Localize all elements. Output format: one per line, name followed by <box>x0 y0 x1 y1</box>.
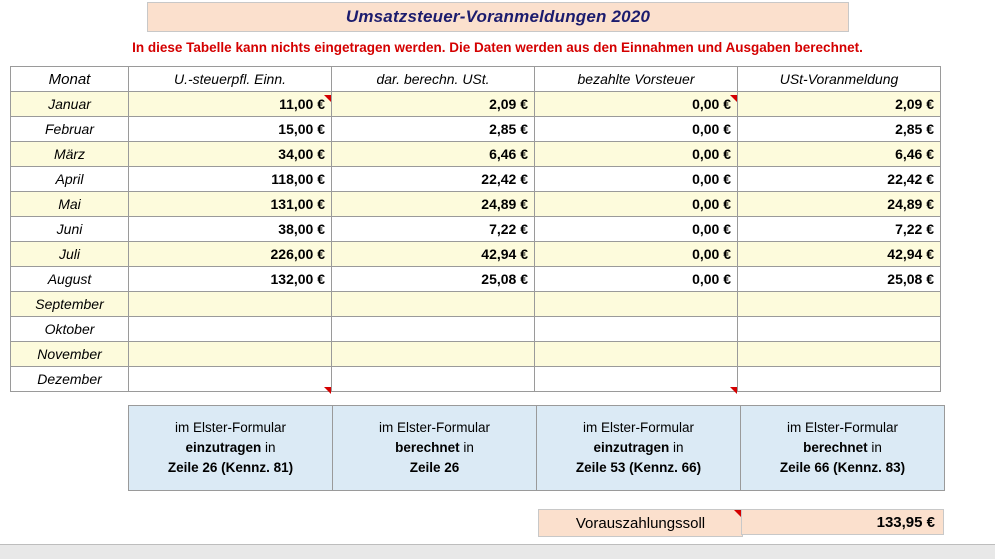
cell-calculated-vat: 7,22 € <box>332 217 535 242</box>
comment-marker-icon <box>730 95 737 102</box>
note-line-2 <box>803 438 882 458</box>
table-row <box>11 217 941 242</box>
table-row <box>11 292 941 317</box>
cell-taxable-income: 118,00 € <box>129 167 332 192</box>
note-line-2 <box>185 438 275 458</box>
note-line-3 <box>168 458 293 478</box>
cell-calculated-vat <box>332 317 535 342</box>
note-line-2 <box>395 438 474 458</box>
note-line-1: im Elster-Formular <box>174 420 286 435</box>
note-line-1: im Elster-Formular <box>378 420 490 435</box>
table-row <box>11 317 941 342</box>
cell-month: Januar <box>11 92 129 117</box>
elster-note-vat-return <box>740 405 945 491</box>
note-line-1: im Elster-Formular <box>786 420 898 435</box>
note-action: einzutragen <box>593 440 670 455</box>
info-note: In diese Tabelle kann nichts eingetragen werden. Die Daten werden aus den Einnahmen und Ausgaben berechnet. <box>132 40 863 55</box>
note-tail: in <box>261 440 276 455</box>
prepayment-total-label: Vorauszahlungssoll <box>538 509 743 537</box>
note-row-ref: Zeile 53 (Kennz. 66) <box>575 460 702 475</box>
note-tail: in <box>867 440 882 455</box>
cell-input-tax: 0,00 € <box>535 192 738 217</box>
cell-taxable-income: 15,00 € <box>129 117 332 142</box>
table-row <box>11 367 941 392</box>
cell-vat-return: 42,94 € <box>738 242 941 267</box>
cell-vat-return: 2,85 € <box>738 117 941 142</box>
window-status-bar <box>0 544 995 559</box>
cell-taxable-income: 226,00 € <box>129 242 332 267</box>
cell-taxable-income <box>129 367 332 392</box>
cell-vat-return <box>738 317 941 342</box>
cell-vat-return <box>738 292 941 317</box>
cell-calculated-vat: 2,09 € <box>332 92 535 117</box>
note-line-3 <box>780 458 905 478</box>
cell-vat-return: 2,09 € <box>738 92 941 117</box>
cell-vat-return: 6,46 € <box>738 142 941 167</box>
cell-calculated-vat: 25,08 € <box>332 267 535 292</box>
table-row <box>11 117 941 142</box>
column-header-input-tax: bezahlte Vorsteuer <box>535 67 738 92</box>
table-row <box>11 267 941 292</box>
cell-month: März <box>11 142 129 167</box>
table-row <box>11 92 941 117</box>
cell-vat-return: 22,42 € <box>738 167 941 192</box>
cell-input-tax: 0,00 € <box>535 167 738 192</box>
note-action: berechnet <box>395 440 460 455</box>
cell-input-tax: 0,00 € <box>535 142 738 167</box>
cell-taxable-income <box>129 317 332 342</box>
cell-calculated-vat <box>332 342 535 367</box>
cell-vat-return: 25,08 € <box>738 267 941 292</box>
cell-taxable-income: 11,00 € <box>129 92 332 117</box>
note-row-ref: Zeile 66 (Kennz. 83) <box>779 460 906 475</box>
note-line-3 <box>410 458 460 478</box>
table-row <box>11 192 941 217</box>
document-title-banner <box>147 2 849 32</box>
cell-month: Oktober <box>11 317 129 342</box>
cell-taxable-income <box>129 292 332 317</box>
table-row <box>11 342 941 367</box>
cell-month: Juni <box>11 217 129 242</box>
cell-vat-return: 7,22 € <box>738 217 941 242</box>
cell-month: Mai <box>11 192 129 217</box>
cell-taxable-income: 38,00 € <box>129 217 332 242</box>
comment-marker-icon <box>730 387 737 394</box>
elster-notes-row <box>128 405 945 491</box>
cell-input-tax <box>535 292 738 317</box>
comment-marker-icon <box>324 95 331 102</box>
cell-taxable-income <box>129 342 332 367</box>
cell-input-tax: 0,00 € <box>535 117 738 142</box>
vat-table <box>10 66 941 392</box>
column-header-month: Monat <box>11 67 129 92</box>
column-header-vat-return: USt-Voranmeldung <box>738 67 941 92</box>
cell-taxable-income: 131,00 € <box>129 192 332 217</box>
table-header-row <box>11 67 941 92</box>
cell-input-tax: 0,00 € <box>535 217 738 242</box>
cell-vat-return <box>738 342 941 367</box>
column-header-calculated-vat: dar. berechn. USt. <box>332 67 535 92</box>
cell-month: November <box>11 342 129 367</box>
note-row-ref: Zeile 26 <box>409 460 460 475</box>
comment-marker-icon <box>734 510 741 517</box>
note-row-ref: Zeile 26 (Kennz. 81) <box>167 460 294 475</box>
cell-calculated-vat: 42,94 € <box>332 242 535 267</box>
note-line-2 <box>593 438 683 458</box>
cell-calculated-vat <box>332 292 535 317</box>
cell-calculated-vat: 2,85 € <box>332 117 535 142</box>
note-action: berechnet <box>803 440 868 455</box>
cell-vat-return <box>738 367 941 392</box>
column-header-taxable-income: U.-steuerpfl. Einn. <box>129 67 332 92</box>
note-line-1: im Elster-Formular <box>582 420 694 435</box>
cell-calculated-vat <box>332 367 535 392</box>
elster-note-input-tax <box>536 405 741 491</box>
cell-calculated-vat: 24,89 € <box>332 192 535 217</box>
cell-calculated-vat: 6,46 € <box>332 142 535 167</box>
cell-calculated-vat: 22,42 € <box>332 167 535 192</box>
note-tail: in <box>459 440 474 455</box>
cell-month: August <box>11 267 129 292</box>
cell-vat-return: 24,89 € <box>738 192 941 217</box>
prepayment-total-value: 133,95 € <box>741 509 944 535</box>
cell-month: Dezember <box>11 367 129 392</box>
elster-note-taxable-income <box>128 405 333 491</box>
note-line-3 <box>576 458 701 478</box>
cell-input-tax: 0,00 € <box>535 242 738 267</box>
cell-input-tax: 0,00 € <box>535 267 738 292</box>
cell-month: Juli <box>11 242 129 267</box>
table-row <box>11 242 941 267</box>
cell-input-tax <box>535 367 738 392</box>
note-tail: in <box>669 440 684 455</box>
note-action: einzutragen <box>185 440 262 455</box>
table-row <box>11 167 941 192</box>
cell-month: April <box>11 167 129 192</box>
cell-input-tax: 0,00 € <box>535 92 738 117</box>
page-title: Umsatzsteuer-Voranmeldungen 2020 <box>345 7 651 26</box>
cell-month: Februar <box>11 117 129 142</box>
cell-taxable-income: 34,00 € <box>129 142 332 167</box>
cell-month: September <box>11 292 129 317</box>
comment-marker-icon <box>324 387 331 394</box>
cell-input-tax <box>535 317 738 342</box>
cell-taxable-income: 132,00 € <box>129 267 332 292</box>
table-row <box>11 142 941 167</box>
cell-input-tax <box>535 342 738 367</box>
elster-note-calculated-vat <box>332 405 537 491</box>
